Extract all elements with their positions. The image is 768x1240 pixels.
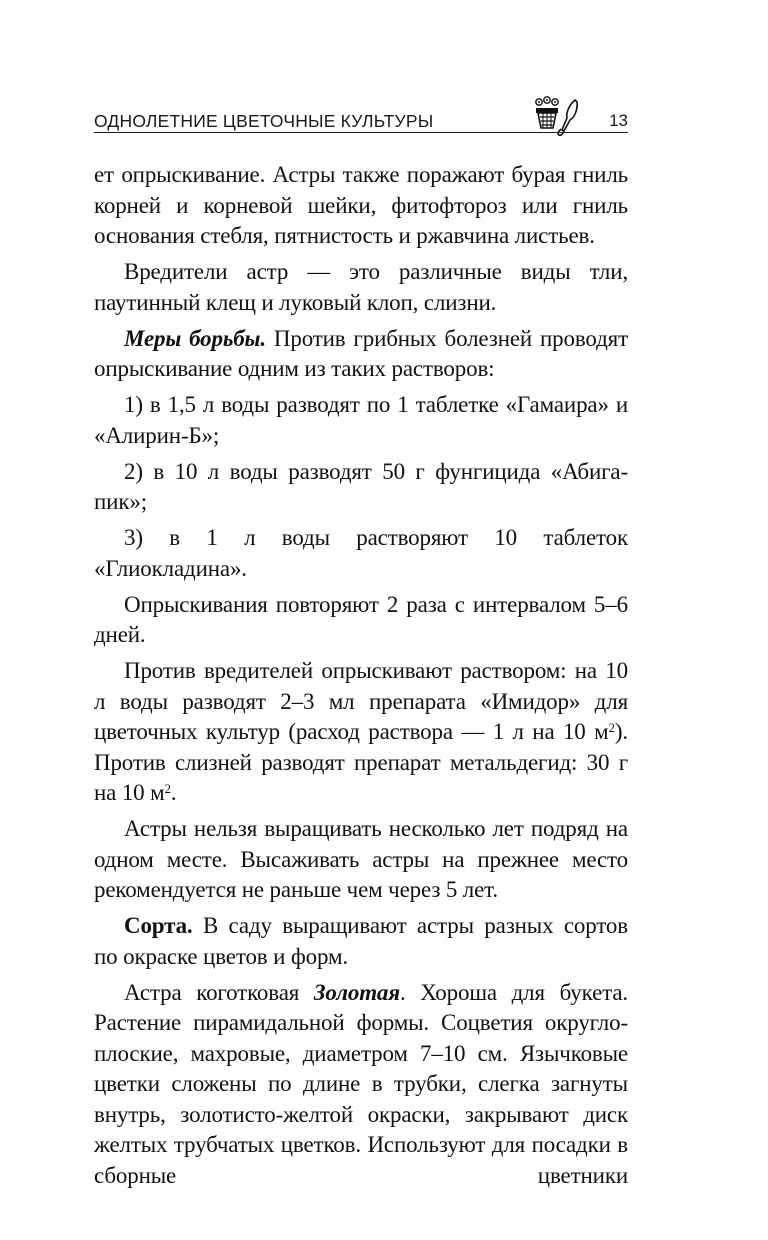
list-item-text: 2) в 10 л воды разводят 50 г фунгицида «Абига-пик»;: [94, 458, 628, 514]
paragraph: [94, 814, 628, 906]
body-text: [94, 160, 628, 1197]
paragraph-text: Против грибных болезней проводят опрыскивание одним из таких растворов:: [94, 325, 628, 381]
paragraph-text: Астры нельзя выращивать несколько лет подряд на одном месте. Высаживать астры на прежнее место рекомендуется не раньше чем через 5 лет.: [94, 816, 628, 902]
paragraph: [94, 978, 628, 1192]
page-number: 13: [609, 111, 628, 130]
running-title: ОДНОЛЕТНИЕ ЦВЕТОЧНЫЕ КУЛЬТУРЫ: [94, 111, 434, 131]
header-rule: [94, 132, 628, 133]
paragraph-text: Против вредителей опрыскивают раствором: на 10 л воды разводят 2–3 мл препарата «Имидор» для цветочных культур (расход раствора — 1 л на 10 м: [94, 658, 628, 744]
paragraph: [94, 257, 628, 318]
list-item-text: 3) в 1 л воды растворяют 10 таблеток «Глиокладина».: [94, 525, 628, 581]
list-item: [94, 523, 628, 584]
paragraph: [94, 656, 628, 809]
paragraph: [94, 324, 628, 385]
paragraph: [94, 911, 628, 972]
section-lead-control-measures: Меры борьбы.: [124, 325, 266, 351]
superscript: 2: [164, 780, 171, 796]
paragraph-text: Вредители астр — это различные виды тли, паутинный клещ и луковый клоп, слизни.: [94, 259, 628, 315]
list-item: [94, 457, 628, 518]
paragraph-text: .: [170, 780, 177, 805]
paragraph-text: ет опрыскивание. Астры также поражают бурая гниль корней и корневой шейки, фитофтороз или гниль основания стебля, пятнистость и ржавчина листьев.: [94, 162, 628, 248]
paragraph-text: Астра коготковая: [124, 979, 314, 1005]
superscript: 2: [608, 719, 615, 735]
list-item-text: 1) в 1,5 л воды разводят по 1 таблетке «Гамаира» и «Алирин-Б»;: [94, 392, 628, 448]
list-item: [94, 390, 628, 451]
paragraph-text: Опрыскивания повторяют 2 раза с интервалом 5–6 дней.: [94, 591, 628, 647]
paragraph: [94, 160, 628, 252]
paragraph-text: ). Против слизней разводят препарат метальдегид: 30 г на 10 м: [94, 719, 628, 805]
paragraph: [94, 590, 628, 651]
paragraph-text: . Хороша для букета. Растение пирамидальной формы. Соцветия округло-плоские, махровые, диаметром 7–10 см. Язычковые цветки сложены по длине в трубки, слегка загнуты внутрь, золотисто-желтой окраски, закрывают диск желтых трубчатых цветков. Используют для посадки в сборные цветники: [94, 979, 628, 1188]
paragraph-text: В саду выращивают астры разных сортов по окраске цветов и форм.: [94, 913, 628, 969]
variety-name: Золотая: [313, 979, 400, 1005]
section-lead-varieties: Сорта.: [124, 913, 193, 938]
